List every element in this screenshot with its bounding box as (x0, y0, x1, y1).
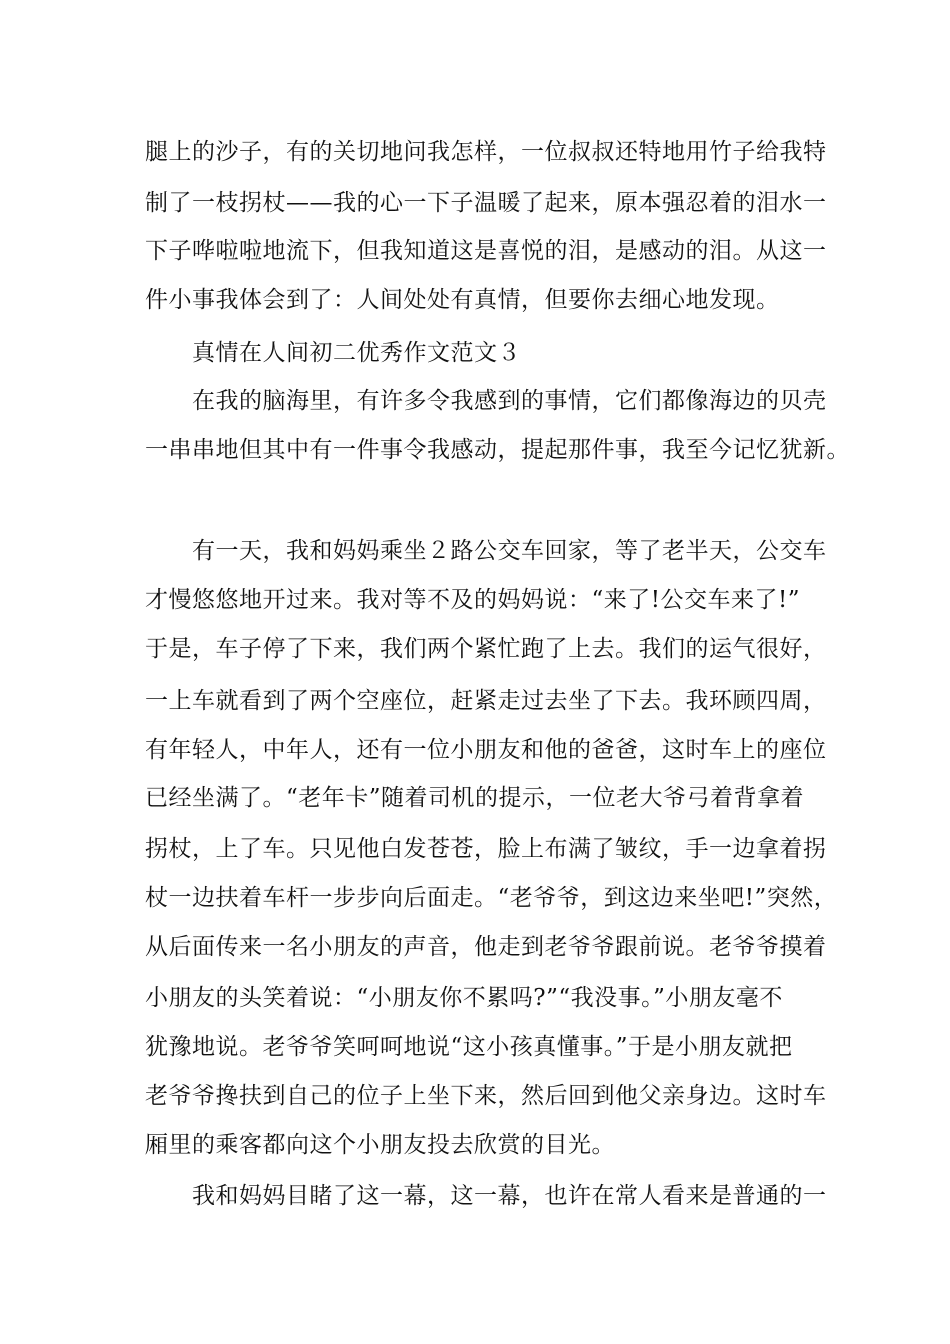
text-line: 下子哗啦啦地流下，但我知道这是喜悦的泪，是感动的泪。从这一 (145, 238, 827, 264)
text-line: 犹豫地说。老爷爷笑呵呵地说“这小孩真懂事。”于是小朋友就把 (145, 1034, 793, 1060)
text-line: 一串串地但其中有一件事令我感动，提起那件事，我至今记忆犹新。 (145, 437, 850, 463)
text-line: 制了一枝拐杖——我的心一下子温暖了起来，原本强忍着的泪水一 (145, 190, 827, 216)
text-line: 腿上的沙子，有的关切地问我怎样，一位叔叔还特地用竹子给我特 (145, 139, 827, 165)
text-line: 有年轻人，中年人，还有一位小朋友和他的爸爸，这时车上的座位 (145, 737, 827, 763)
text-line: 有一天，我和妈妈乘坐２路公交车回家，等了老半天，公交车 (192, 538, 827, 564)
text-line: 一上车就看到了两个空座位，赶紧走过去坐了下去。我环顾四周， (145, 688, 827, 714)
text-line: 我和妈妈目睹了这一幕，这一幕，也许在常人看来是普通的一 (192, 1183, 827, 1209)
text-line: 杖一边扶着车杆一步步向后面走。“老爷爷，到这边来坐吧!”突然， (145, 885, 838, 911)
text-line: 老爷爷搀扶到自己的位子上坐下来，然后回到他父亲身边。这时车 (145, 1083, 827, 1109)
text-line: 小朋友的头笑着说：“小朋友你不累吗?”“我没事。”小朋友毫不 (145, 985, 783, 1011)
text-line: 于是，车子停了下来，我们两个紧忙跑了上去。我们的运气很好， (145, 636, 827, 662)
text-line: 件小事我体会到了：人间处处有真情，但要你去细心地发现。 (145, 287, 780, 313)
text-line: 已经坐满了。“老年卡”随着司机的提示，一位老大爷弓着背拿着 (145, 785, 805, 811)
section-heading: 真情在人间初二优秀作文范文３ (192, 340, 521, 366)
text-line: 从后面传来一名小朋友的声音，他走到老爷爷跟前说。老爷爷摸着 (145, 934, 827, 960)
text-line: 才慢悠悠地开过来。我对等不及的妈妈说：“来了!公交车来了!” (145, 587, 801, 613)
text-line: 拐杖，上了车。只见他白发苍苍，脸上布满了皱纹，手一边拿着拐 (145, 836, 827, 862)
text-line: 在我的脑海里，有许多令我感到的事情，它们都像海边的贝壳 (192, 388, 827, 414)
text-line: 厢里的乘客都向这个小朋友投去欣赏的目光。 (145, 1132, 615, 1158)
